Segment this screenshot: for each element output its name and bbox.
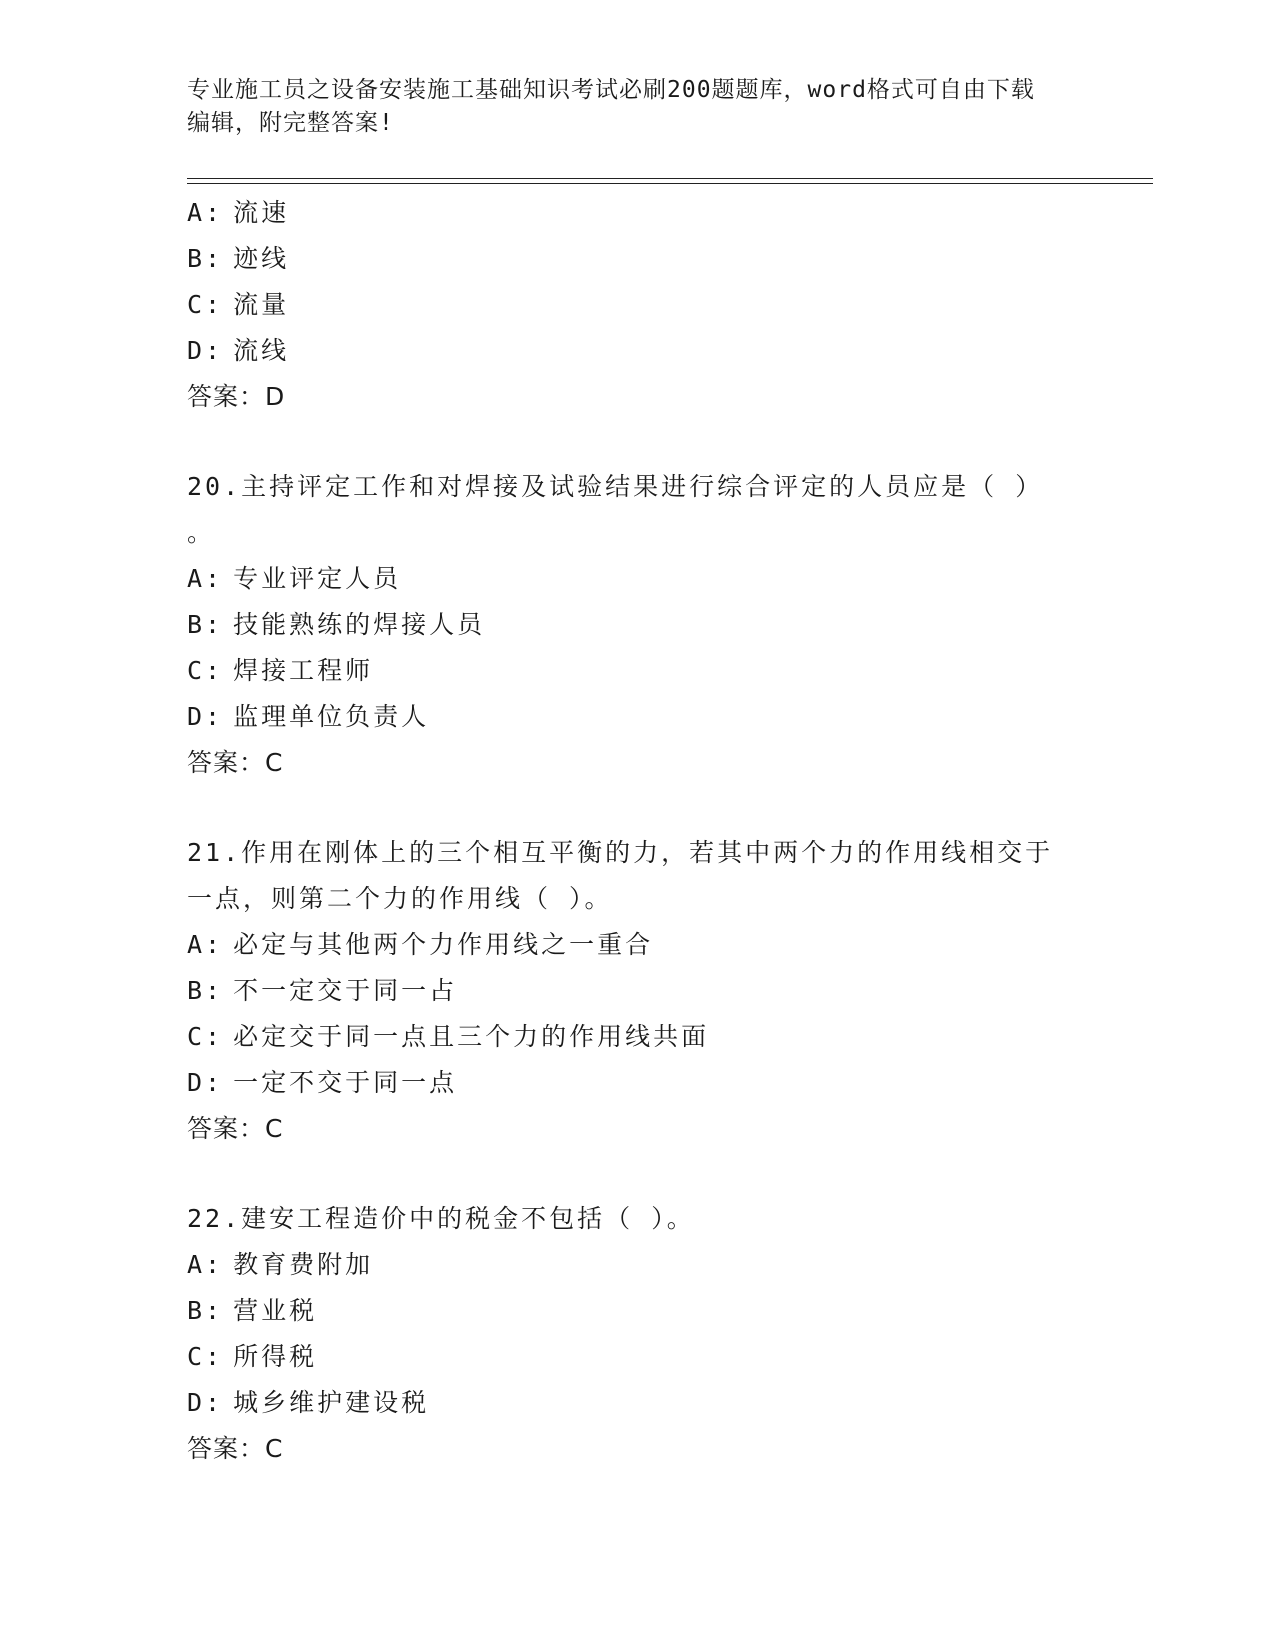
- header-title-line-2: 编辑，附完整答案!: [187, 110, 394, 136]
- option-text: 专业评定人员: [233, 564, 402, 593]
- option-text: 焊接工程师: [233, 656, 374, 685]
- option-key: A:: [187, 198, 224, 227]
- question-text-line-2: 一点，则第二个力的作用线（ ）。: [187, 884, 613, 913]
- option-c: [187, 282, 1107, 328]
- option-key: D:: [187, 702, 224, 731]
- option-b: [187, 236, 1107, 282]
- option-c: [187, 648, 1107, 694]
- question-text-line-2: 。: [187, 518, 216, 547]
- option-text: 必定与其他两个力作用线之一重合: [233, 930, 654, 959]
- option-key: B:: [187, 610, 224, 639]
- option-key: C:: [187, 1342, 224, 1371]
- option-b: [187, 602, 1107, 648]
- option-text: 必定交于同一点且三个力的作用线共面: [233, 1022, 710, 1051]
- option-key: C:: [187, 656, 224, 685]
- option-text: 流速: [233, 198, 290, 227]
- question-22: [187, 1196, 1107, 1472]
- option-key: D:: [187, 1388, 224, 1417]
- answer-line: 答案：C: [187, 1114, 284, 1143]
- option-d: [187, 1380, 1107, 1426]
- answer-line: 答案：C: [187, 748, 284, 777]
- option-key: B:: [187, 1296, 224, 1325]
- option-key: D:: [187, 336, 224, 365]
- option-text: 一定不交于同一点: [233, 1068, 458, 1097]
- header-divider-bottom: [187, 183, 1153, 184]
- header-title-line-1: 专业施工员之设备安装施工基础知识考试必刷200题题库，word格式可自由下载: [187, 77, 1035, 103]
- option-key: C:: [187, 1022, 224, 1051]
- option-b: [187, 1288, 1107, 1334]
- question-text-line-1: 21.作用在刚体上的三个相互平衡的力，若其中两个力的作用线相交于: [187, 838, 1054, 867]
- option-text: 迹线: [233, 244, 290, 273]
- option-a: [187, 1242, 1107, 1288]
- answer-line: 答案：D: [187, 382, 286, 411]
- question-20: [187, 464, 1107, 786]
- option-text: 营业税: [233, 1296, 318, 1325]
- option-text: 流线: [233, 336, 290, 365]
- option-a: [187, 922, 1107, 968]
- option-text: 教育费附加: [233, 1250, 374, 1279]
- option-b: [187, 968, 1107, 1014]
- question-list: [187, 190, 1107, 1472]
- option-d: [187, 1060, 1107, 1106]
- option-text: 不一定交于同一占: [233, 976, 458, 1005]
- option-key: A:: [187, 930, 224, 959]
- option-c: [187, 1014, 1107, 1060]
- option-text: 所得税: [233, 1342, 318, 1371]
- option-key: A:: [187, 1250, 224, 1279]
- option-d: [187, 694, 1107, 740]
- header-divider-top: [187, 178, 1153, 179]
- question-text-line-1: 20.主持评定工作和对焊接及试验结果进行综合评定的人员应是（ ）: [187, 472, 1044, 501]
- option-text: 监理单位负责人: [233, 702, 430, 731]
- option-d: [187, 328, 1107, 374]
- option-key: C:: [187, 290, 224, 319]
- option-text: 技能熟练的焊接人员: [233, 610, 486, 639]
- option-a: [187, 556, 1107, 602]
- option-text: 城乡维护建设税: [233, 1388, 430, 1417]
- document-header: [187, 74, 1087, 140]
- question-19: [187, 190, 1107, 420]
- option-key: A:: [187, 564, 224, 593]
- option-key: D:: [187, 1068, 224, 1097]
- question-21: [187, 830, 1107, 1152]
- option-key: B:: [187, 244, 224, 273]
- question-text-line-1: 22.建安工程造价中的税金不包括（ ）。: [187, 1204, 695, 1233]
- option-a: [187, 190, 1107, 236]
- answer-line: 答案：C: [187, 1434, 284, 1463]
- option-key: B:: [187, 976, 224, 1005]
- option-c: [187, 1334, 1107, 1380]
- option-text: 流量: [233, 290, 290, 319]
